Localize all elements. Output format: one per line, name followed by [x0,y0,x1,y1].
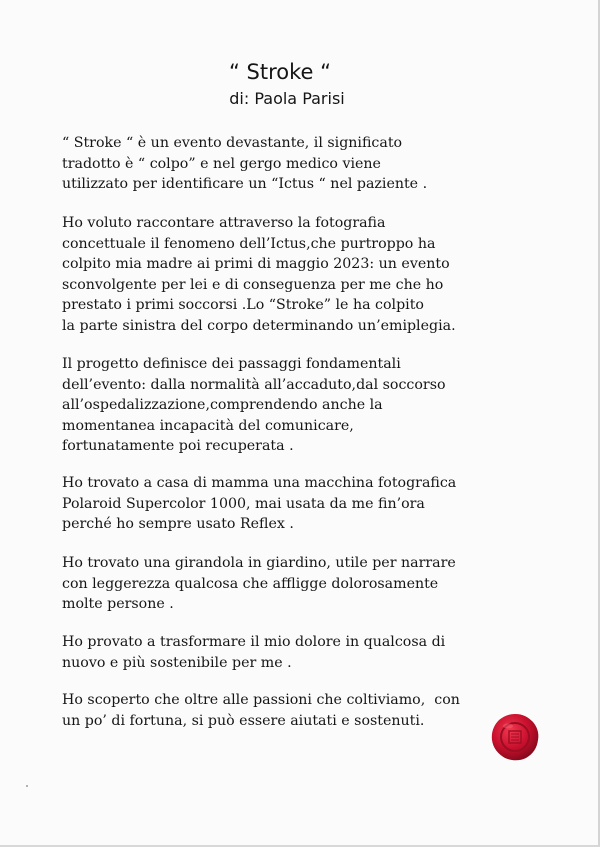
document-author: di: Paola Parisi [229,89,345,108]
wax-seal-icon [490,712,540,762]
paper-speck [26,785,28,787]
paragraph-motivation: Ho voluto raccontare attraverso la fotografia concettuale il fenomeno dell’Ictus,che purtroppo ha colpito mia madre ai primi di maggio 2023: un evento sconvolgente per lei e di conseguenza per me che ho prestato i primi soccorsi .Lo “Stroke” le ha colpito la parte sinistra del corpo determinando un’emiplegia. [62,215,456,334]
paragraph-conclusion: Ho scoperto che oltre alle passioni che coltiviamo, con un po’ di fortuna, si può essere aiutati e sostenuti. [62,692,460,729]
paragraph-transform: Ho provato a trasformare il mio dolore in qualcosa di nuovo e più sostenibile per me . [62,634,446,671]
document-title: “ Stroke “ [228,60,332,84]
paragraph-intro: “ Stroke “ è un evento devastante, il significato tradotto è “ colpo” e nel gergo medico viene utilizzato per identificare un “Ictus “ nel paziente . [62,135,428,192]
paragraph-project: Il progetto definisce dei passaggi fondamentali dell’evento: dalla normalità all’accaduto,dal soccorso all’ospedalizzazione,comprendendo anche la momentanea incapacità del comunicare, fortunatamente poi recuperata . [62,356,446,454]
paragraph-camera: Ho trovato a casa di mamma una macchina fotografica Polaroid Supercolor 1000, mai usata da me fin’ora perché ho sempre usato Reflex . [62,475,457,532]
paragraph-pinwheel: Ho trovato una girandola in giardino, utile per narrare con leggerezza qualcosa che affligge dolorosamente molte persone . [62,555,456,612]
